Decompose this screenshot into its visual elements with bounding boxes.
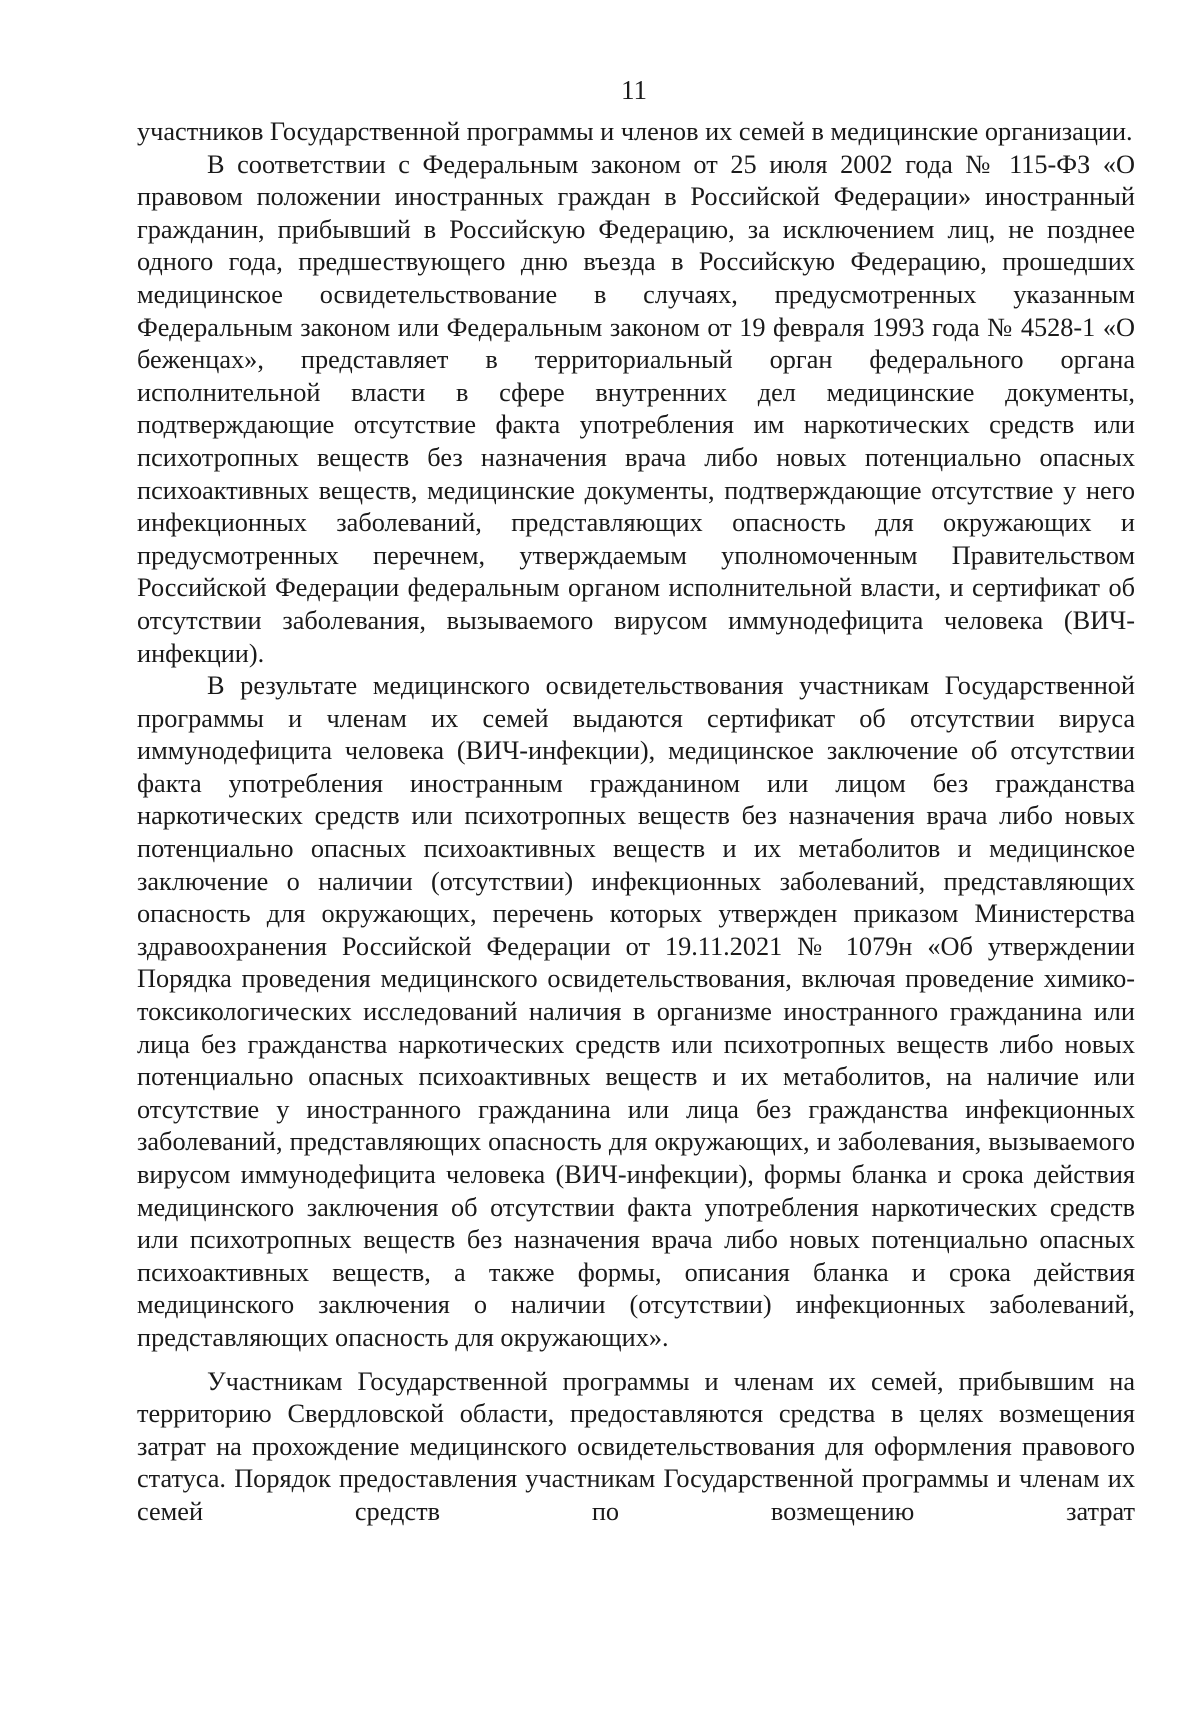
document-body <box>137 116 1135 1529</box>
page-number: 11 <box>621 75 647 105</box>
paragraph-federal-law-115: В соответствии с Федеральным законом от 25 июля 2002 года № 115-ФЗ «О правовом положении иностранных граждан в Российской Федерации» иностранный гражданин, прибывший в Российскую Федерацию, за исключением лиц, не позднее одного года, предшествующего дню въезда в Российскую Федерацию, прошедших медицинское освидетельствование в случаях, предусмотренных указанным Федеральным законом или Федеральным законом от 19 февраля 1993 года № 4528-1 «О беженцах», представляет в территориальный орган федерального органа исполнительной власти в сфере внутренних дел медицинские документы, подтверждающие отсутствие факта употребления им наркотических средств или психотропных веществ без назначения врача либо новых потенциально опасных психоактивных веществ, медицинские документы, подтверждающие отсутствие у него инфекционных заболеваний, представляющих опасность для окружающих и предусмотренных перечнем, утверждаемым уполномоченным Правительством Российской Федерации федеральным органом исполнительной власти, и сертификат об отсутствии заболевания, вызываемого вирусом иммунодефицита человека (ВИЧ-инфекции). <box>137 149 1135 668</box>
paragraph-medical-examination-results: В результате медицинского освидетельствования участникам Государственной программы и членам их семей выдаются сертификат об отсутствии вируса иммунодефицита человека (ВИЧ-инфекции), медицинское заключение об отсутствии факта употребления иностранным гражданином или лицом без гражданства наркотических средств или психотропных веществ без назначения врача либо новых потенциально опасных психоактивных веществ и их метаболитов и медицинское заключение о наличии (отсутствии) инфекционных заболеваний, представляющих опасность для окружающих, перечень которых утвержден приказом Министерства здравоохранения Российской Федерации от 19.11.2021 № 1079н «Об утверждении Порядка проведения медицинского освидетельствования, включая проведение химико-токсикологических исследований наличия в организме иностранного гражданина или лица без гражданства наркотических средств или психотропных веществ либо новых потенциально опасных психоактивных веществ и их метаболитов, на наличие или отсутствие у иностранного гражданина или лица без гражданства инфекционных заболеваний, представляющих опасность для окружающих, и заболевания, вызываемого вирусом иммунодефицита человека (ВИЧ-инфекции), формы бланка и срока действия медицинского заключения об отсутствии факта употребления наркотических средств или психотропных веществ без назначения врача либо новых потенциально опасных психоактивных веществ, а также формы, описания бланка и срока действия медицинского заключения о наличии (отсутствии) инфекционных заболеваний, представляющих опасность для окружающих». <box>137 671 1135 1352</box>
paragraph-continuation: участников Государственной программы и членов их семей в медицинские организации. <box>137 117 1133 146</box>
paragraph-expense-reimbursement: Участникам Государственной программы и членам их семей, прибывшим на территорию Свердловской области, предоставляются средства в целях возмещения затрат на прохождение медицинского освидетельствования для оформления правового статуса. Порядок предоставления участникам Государственной программы и членам их семей средств по возмещению затрат <box>137 1366 1135 1526</box>
